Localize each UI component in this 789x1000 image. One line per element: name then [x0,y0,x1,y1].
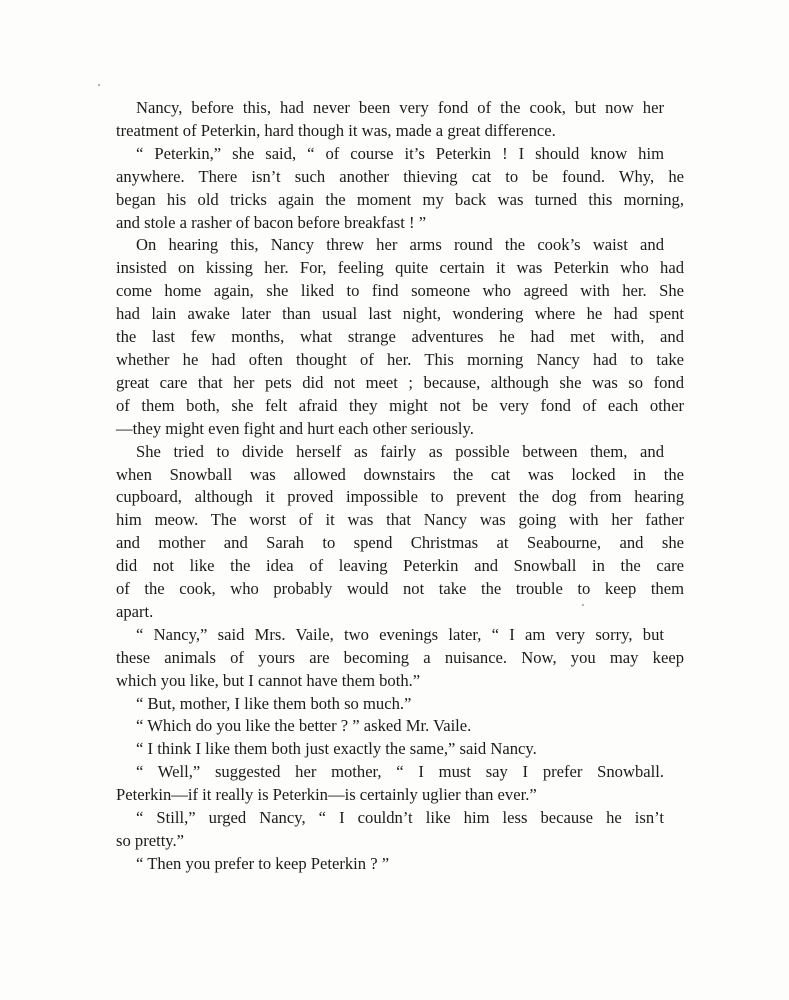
text-line: treatment of Peterkin, hard though it was, made a great difference. [116,120,556,140]
page-speck [98,84,100,86]
paragraph [116,234,684,440]
text-line: —they might even fight and hurt each other seriously. [116,418,474,438]
text-line: come home again, she liked to find someone who agreed with her. She [116,281,684,301]
text-line: which you like, but I cannot have them both.” [116,670,421,690]
text-line: She tried to divide herself as fairly as possible between them, and [136,441,664,461]
paragraph [116,807,664,853]
paragraph [116,441,684,624]
text-line: “ Well,” suggested her mother, “ I must say I prefer Snowball. [136,762,664,782]
paragraph [116,143,684,235]
paragraph [116,624,684,693]
text-line: “ I think I like them both just exactly the same,” said Nancy. [136,739,537,759]
text-line: and mother and Sarah to spend Christmas at Seabourne, and she [116,533,684,553]
text-line: of them both, she felt afraid they might not be very fond of each other [116,395,684,415]
text-line: these animals of yours are becoming a nuisance. Now, you may keep [116,647,684,667]
text-line: apart. [116,601,154,621]
text-line: anywhere. There isn’t such another thieving cat to be found. Why, he [116,166,684,186]
text-line: and stole a rasher of bacon before breakfast ! ” [116,212,427,232]
text-line: had lain awake later than usual last night, wondering where he had spent [116,304,684,324]
paragraph [136,715,664,738]
text-line: On hearing this, Nancy threw her arms round the cook’s waist and [136,235,664,255]
paragraph [116,97,664,143]
paragraph [136,853,664,876]
text-line: of the cook, who probably would not take the trouble to keep them [116,579,684,599]
text-line: began his old tricks again the moment my back was turned this morning, [116,189,684,209]
text-line: whether he had often thought of her. This morning Nancy had to take [116,349,684,369]
text-line: did not like the idea of leaving Peterkin and Snowball in the care [116,556,684,576]
text-line: when Snowball was allowed downstairs the cat was locked in the [116,464,684,484]
text-line: “ Peterkin,” she said, “ of course it’s Peterkin ! I should know him [136,143,664,163]
text-line: “ Still,” urged Nancy, “ I couldn’t like him less because he isn’t [136,808,664,828]
text-line: “ Nancy,” said Mrs. Vaile, two evenings later, “ I am very sorry, but [136,624,664,644]
paragraph [136,738,664,761]
text-line: great care that her pets did not meet ; because, although she was so fond [116,372,684,392]
text-line: the last few months, what strange adventures he had met with, and [116,327,684,347]
body-text [116,97,684,876]
text-line: Peterkin—if it really is Peterkin—is certainly uglier than ever.” [116,785,537,805]
text-line: “ Which do you like the better ? ” asked Mr. Vaile. [136,716,472,736]
text-line: him meow. The worst of it was that Nancy was going with her father [116,510,684,530]
text-line: insisted on kissing her. For, feeling quite certain it was Peterkin who had [116,258,684,278]
text-line: “ But, mother, I like them both so much.” [136,693,412,713]
paragraph [116,761,664,807]
text-line: so pretty.” [116,831,185,850]
text-line: Nancy, before this, had never been very fond of the cook, but now her [136,98,664,117]
text-line: cupboard, although it proved impossible to prevent the dog from hearing [116,487,684,507]
text-line: “ Then you prefer to keep Peterkin ? ” [136,853,390,873]
paragraph [136,693,664,716]
